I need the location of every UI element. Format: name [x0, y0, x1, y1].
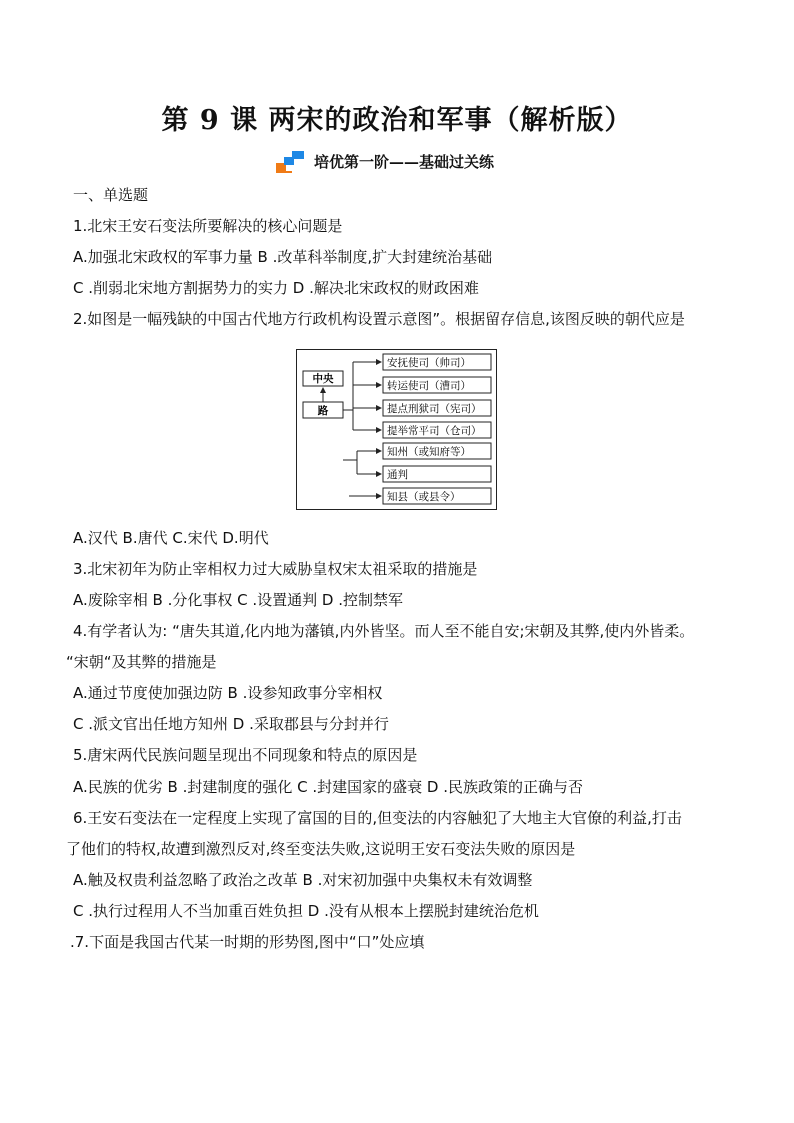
section-heading: 一、单选题 — [73, 186, 149, 204]
stairs-logo-icon — [276, 151, 310, 171]
q1-options-ab: A.加强北宋政权的军事力量 B .改革科举制度,扩大封建统治基础 — [73, 248, 493, 266]
q5-stem: 5.唐宋两代民族问题呈现出不同现象和特点的原因是 — [73, 746, 418, 764]
q6-options-cd: C .执行过程用人不当加重百姓负担 D .没有从根本上摆脱封建统治危机 — [73, 902, 539, 920]
subtitle — [276, 150, 494, 172]
subtitle-text: 培优第一阶——基础过关练 — [314, 152, 495, 171]
q5-options: A.民族的优劣 B .封建制度的强化 C .封建国家的盛衰 D .民族政策的正确与否 — [73, 778, 583, 796]
q2-stem: 2.如图是一幅残缺的中国古代地方行政机构设置示意图”。根据留存信息,该图反映的朝代应是 — [73, 310, 685, 328]
diagram-office-3: 提点刑狱司（宪司） — [387, 403, 482, 415]
q3-stem: 3.北宋初年为防止宰相权力过大威胁皇权宋太祖采取的措施是 — [73, 560, 478, 578]
q1-stem: 1.北宋王安石变法所要解决的核心问题是 — [73, 217, 343, 235]
diagram-zhou-label: 知州（或知府等） — [387, 446, 471, 458]
q7-stem: .7.下面是我国古代某一时期的形势图,图中“口”处应填 — [70, 933, 425, 951]
q6-options-ab: A.触及权贵利益忽略了政治之改革 B .对宋初加强中央集权未有效调整 — [73, 871, 533, 889]
q6-stem-line1: 6.王安石变法在一定程度上实现了富国的目的,但变法的内容触犯了大地主大官僚的利益,打击 — [73, 809, 682, 827]
q1-options-cd: C .削弱北宋地方割据势力的实力 D .解决北宋政权的财政困难 — [73, 279, 479, 297]
q4-options-cd: C .派文官出任地方知州 D .采取郡县与分封并行 — [73, 715, 389, 733]
diagram-lu-label: 路 — [317, 405, 329, 417]
diagram-center-label: 中央 — [312, 373, 334, 385]
diagram-office-2: 转运使司（漕司） — [387, 380, 471, 392]
page-title: 第 9 课 两宋的政治和军事（解析版） — [161, 105, 633, 136]
diagram-xian-label: 知县（或县令） — [387, 491, 461, 503]
q4-options-ab: A.通过节度使加强边防 B .设参知政事分宰相权 — [73, 684, 383, 702]
q4-stem-line2: “宋朝“及其弊的措施是 — [66, 653, 217, 671]
q4-stem-line1: 4.有学者认为: “唐失其道,化内地为藩镇,内外皆坚。而人至不能自安;宋朝及其弊,使内外皆柔。 — [73, 622, 695, 640]
q6-stem-line2: 了他们的特权,故遭到激烈反对,终至变法失败,这说明王安石变法失败的原因是 — [66, 840, 576, 858]
diagram-office-1: 安抚使司（帅司） — [387, 357, 471, 369]
q3-options: A.废除宰相 B .分化事权 C .设置通判 D .控制禁军 — [73, 591, 403, 609]
q2-options: A.汉代 B.唐代 C.宋代 D.明代 — [73, 529, 269, 547]
diagram-office-4: 提举常平司（仓司） — [387, 425, 482, 437]
admin-structure-diagram — [296, 349, 497, 510]
diagram-tongpan-label: 通判 — [387, 469, 408, 481]
